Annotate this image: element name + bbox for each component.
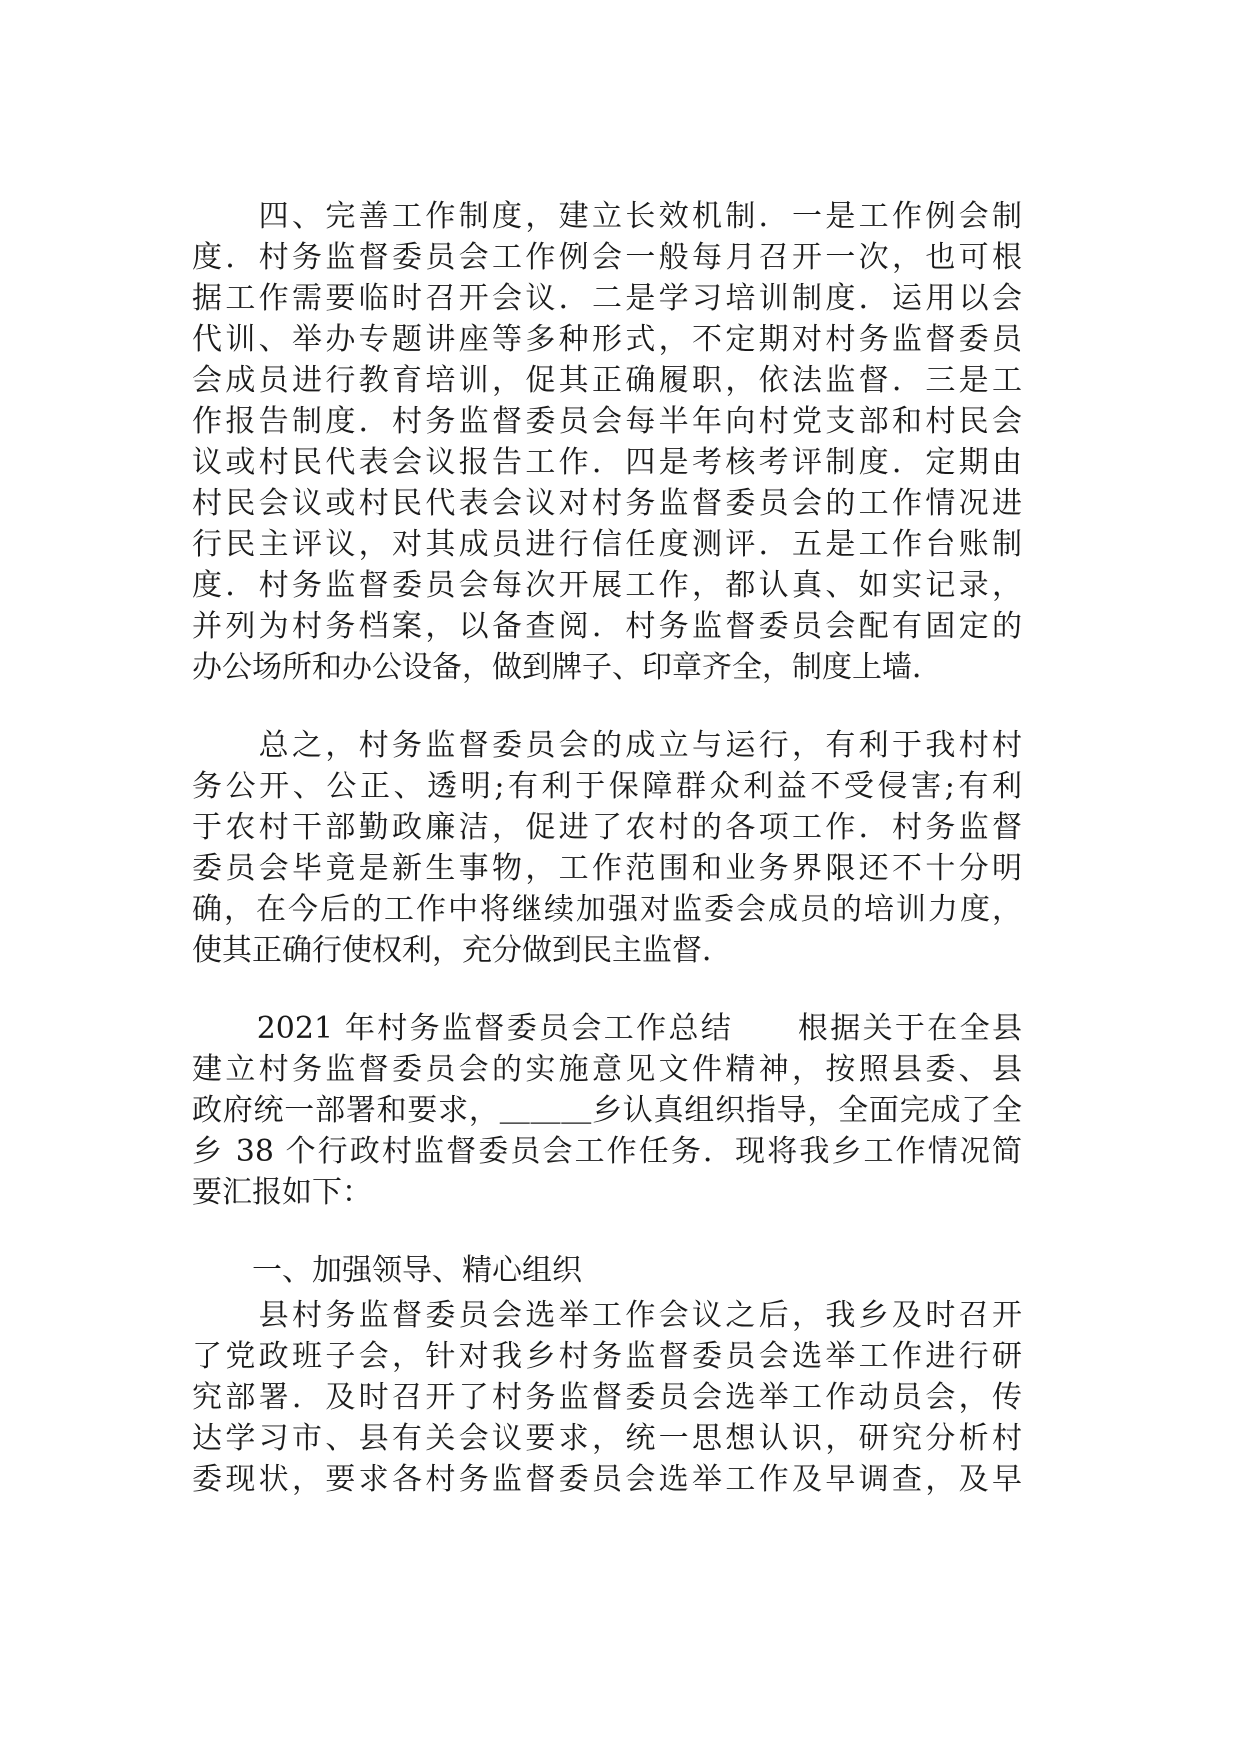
text-line: 于农村干部勤政廉洁，促进了农村的各项工作．村务监督: [192, 810, 1022, 845]
text-line: 四、完善工作制度，建立长效机制．一是工作例会制: [192, 199, 1022, 234]
text-line: 建立村务监督委员会的实施意见文件精神，按照县委、县: [192, 1052, 1022, 1087]
text-line: 究部署．及时召开了村务监督委员会选举工作动员会，传: [192, 1380, 1022, 1415]
text-line: 政府统一部署和要求，＿＿＿乡认真组织指导，全面完成了全: [192, 1093, 1022, 1128]
text-line: 代训、举办专题讲座等多种形式，不定期对村务监督委员: [192, 322, 1022, 357]
paragraph-work-system: [192, 196, 1022, 688]
section-heading-leadership: [192, 1250, 1022, 1291]
text-line: 务公开、公正、透明;有利于保障群众利益不受侵害;有利: [192, 769, 1022, 804]
text-line: 总之，村务监督委员会的成立与运行，有利于我村村: [192, 728, 1022, 763]
text-line: 确，在今后的工作中将继续加强对监委会成员的培训力度，: [192, 892, 1022, 927]
text-line: 要汇报如下：: [192, 1175, 372, 1210]
text-line: 达学习市、县有关会议要求，统一思想认识，研究分析村: [192, 1421, 1022, 1456]
text-line: 乡 38 个行政村监督委员会工作任务．现将我乡工作情况简: [192, 1134, 1022, 1169]
text-line: 据工作需要临时召开会议．二是学习培训制度．运用以会: [192, 281, 1022, 316]
text-line: 并列为村务档案，以备查阅．村务监督委员会配有固定的: [192, 609, 1022, 644]
text-line: 村民会议或村民代表会议对村务监督委员会的工作情况进: [192, 486, 1022, 521]
text-line: 度．村务监督委员会工作例会一般每月召开一次，也可根: [192, 240, 1022, 275]
text-line: 议或村民代表会议报告工作．四是考核考评制度．定期由: [192, 445, 1022, 480]
paragraph-leadership: [192, 1295, 1022, 1500]
text-line: 了党政班子会，针对我乡村务监督委员会选举工作进行研: [192, 1339, 1022, 1374]
section-heading: 一、加强领导、精心组织: [192, 1253, 582, 1288]
text-line: 行民主评议，对其成员进行信任度测评．五是工作台账制: [192, 527, 1022, 562]
text-line: 作报告制度．村务监督委员会每半年向村党支部和村民会: [192, 404, 1022, 439]
text-line: 委现状，要求各村务监督委员会选举工作及早调查，及早: [192, 1462, 1022, 1497]
text-line: 会成员进行教育培训，促其正确履职，依法监督．三是工: [192, 363, 1022, 398]
text-line: 县村务监督委员会选举工作会议之后，我乡及时召开: [192, 1298, 1022, 1333]
paragraph-conclusion: [192, 725, 1022, 971]
text-line: 2021 年村务监督委员会工作总结 根据关于在全县: [192, 1011, 1022, 1046]
text-line: 委员会毕竟是新生事物，工作范围和业务界限还不十分明: [192, 851, 1022, 886]
text-line: 度．村务监督委员会每次开展工作，都认真、如实记录，: [192, 568, 1022, 603]
document-page: [192, 196, 1022, 1537]
text-line: 使其正确行使权利，充分做到民主监督．: [192, 933, 732, 968]
paragraph-summary-intro: [192, 1008, 1022, 1213]
text-line: 办公场所和办公设备，做到牌子、印章齐全，制度上墙．: [192, 650, 942, 685]
